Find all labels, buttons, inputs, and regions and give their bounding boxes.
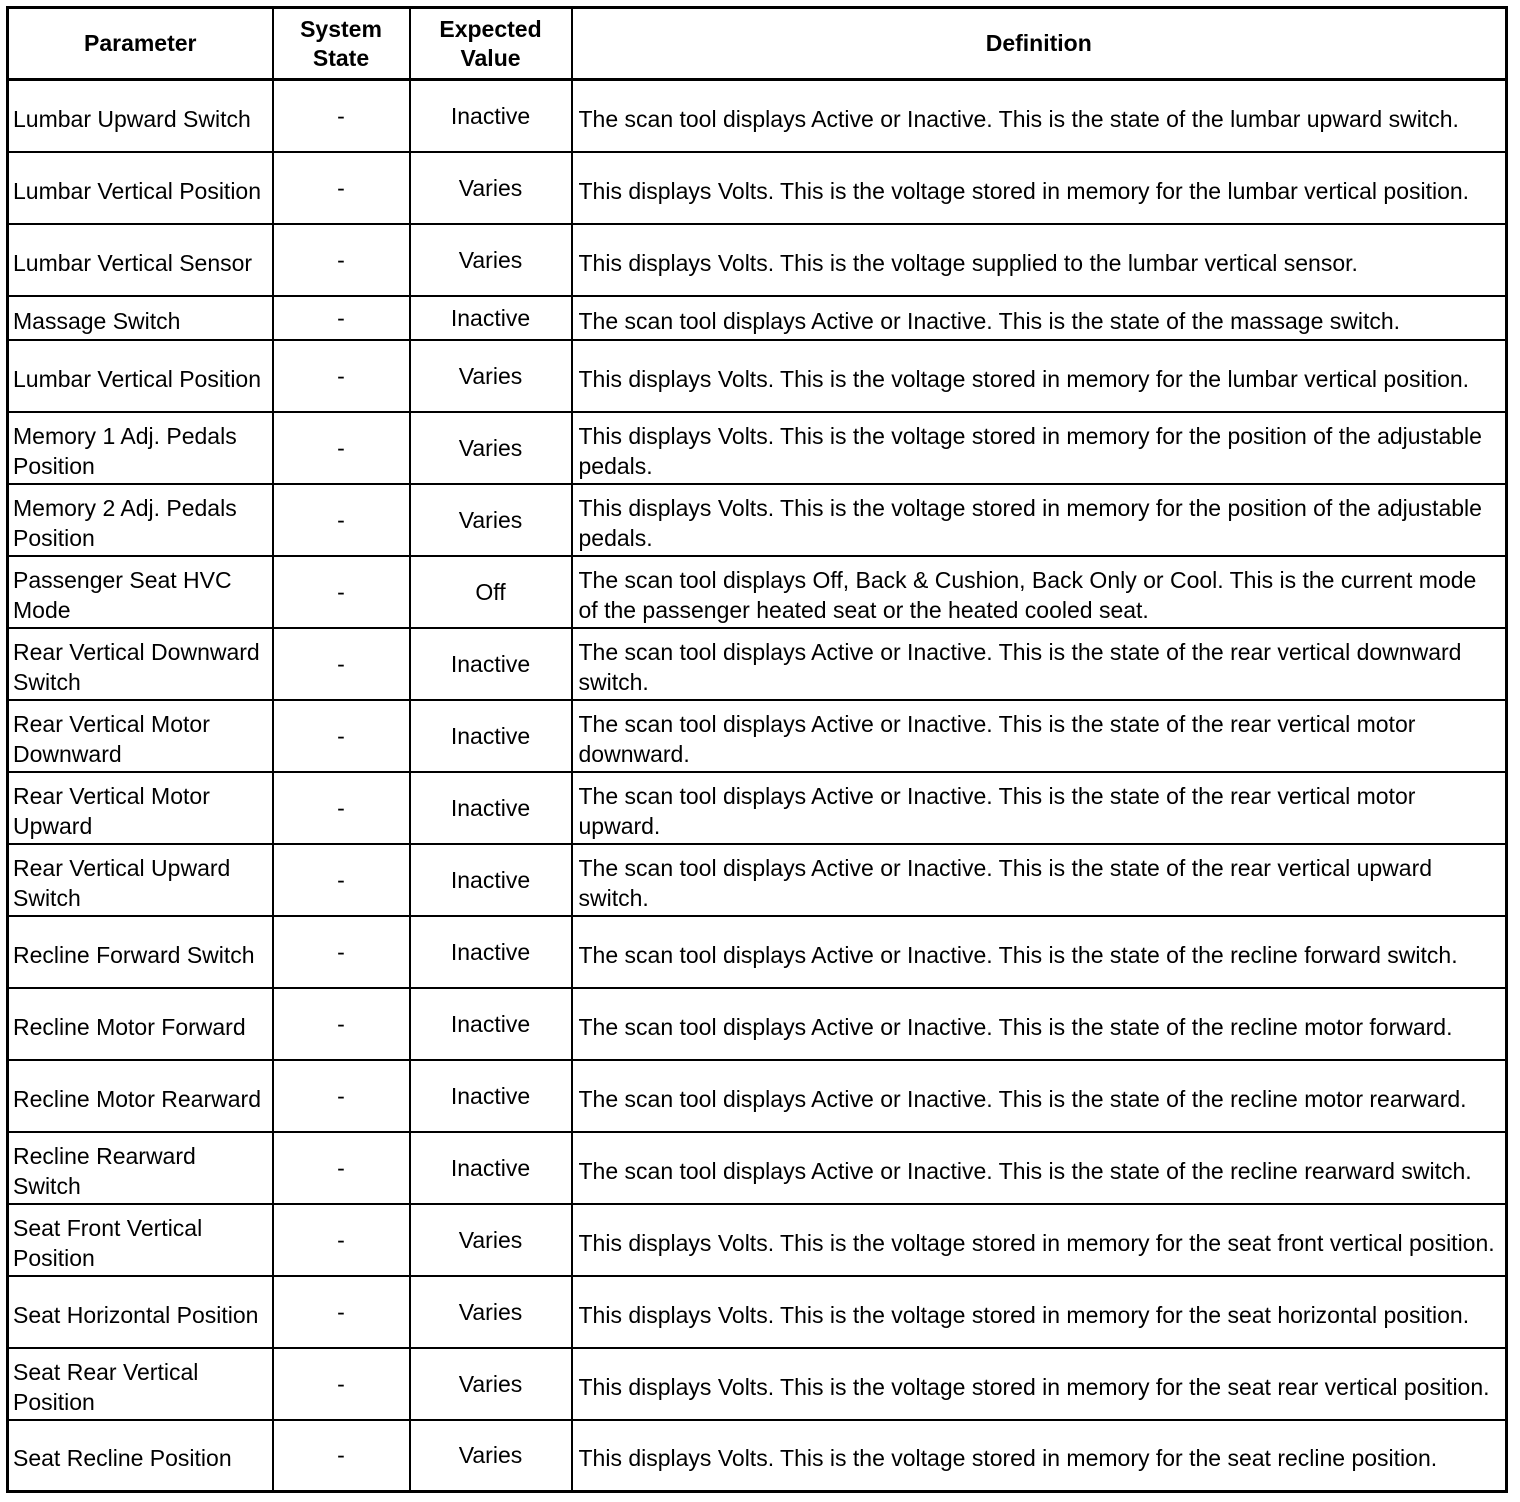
cell-expected-value: Varies (410, 1276, 572, 1348)
cell-expected-value: Varies (410, 1420, 572, 1492)
cell-system-state: - (273, 1420, 410, 1492)
table-row (8, 772, 1507, 844)
cell-expected-value: Varies (410, 484, 572, 556)
cell-parameter: Seat Front Vertical Position (8, 1204, 273, 1276)
cell-definition: The scan tool displays Off, Back & Cushion, Back Only or Cool. This is the current mode of the passenger heated seat or the heated cooled seat. (572, 556, 1507, 628)
cell-definition: The scan tool displays Active or Inactive. This is the state of the lumbar upward switch. (572, 80, 1507, 152)
header-expected-value (410, 8, 572, 80)
cell-parameter: Passenger Seat HVC Mode (8, 556, 273, 628)
cell-definition: The scan tool displays Active or Inactive. This is the state of the rear vertical motor upward. (572, 772, 1507, 844)
cell-system-state: - (273, 1060, 410, 1132)
table-row (8, 916, 1507, 988)
cell-definition: The scan tool displays Active or Inactive. This is the state of the recline forward switch. (572, 916, 1507, 988)
cell-system-state: - (273, 1348, 410, 1420)
cell-definition: This displays Volts. This is the voltage stored in memory for the position of the adjustable pedals. (572, 484, 1507, 556)
header-expected-value-label: Expected Value (439, 15, 542, 71)
cell-definition: The scan tool displays Active or Inactive. This is the state of the recline rearward switch. (572, 1132, 1507, 1204)
table-row (8, 340, 1507, 412)
cell-definition: This displays Volts. This is the voltage stored in memory for the seat horizontal position. (572, 1276, 1507, 1348)
cell-system-state: - (273, 628, 410, 700)
cell-expected-value: Varies (410, 340, 572, 412)
cell-parameter: Memory 1 Adj. Pedals Position (8, 412, 273, 484)
cell-definition: This displays Volts. This is the voltage stored in memory for the lumbar vertical position. (572, 340, 1507, 412)
cell-definition: The scan tool displays Active or Inactive. This is the state of the rear vertical motor downward. (572, 700, 1507, 772)
table-row (8, 628, 1507, 700)
cell-definition: This displays Volts. This is the voltage stored in memory for the seat front vertical position. (572, 1204, 1507, 1276)
cell-expected-value: Inactive (410, 988, 572, 1060)
table-row (8, 296, 1507, 340)
parameter-table (6, 6, 1508, 1493)
cell-parameter: Seat Recline Position (8, 1420, 273, 1492)
cell-system-state: - (273, 152, 410, 224)
cell-system-state: - (273, 484, 410, 556)
header-parameter: Parameter (8, 8, 273, 80)
cell-expected-value: Varies (410, 1204, 572, 1276)
table-row (8, 556, 1507, 628)
cell-system-state: - (273, 700, 410, 772)
cell-expected-value: Varies (410, 1348, 572, 1420)
table-row (8, 700, 1507, 772)
table-row (8, 412, 1507, 484)
cell-expected-value: Varies (410, 412, 572, 484)
cell-parameter: Rear Vertical Upward Switch (8, 844, 273, 916)
table-row (8, 1204, 1507, 1276)
cell-parameter: Recline Motor Forward (8, 988, 273, 1060)
table-row (8, 1060, 1507, 1132)
cell-system-state: - (273, 1132, 410, 1204)
cell-system-state: - (273, 340, 410, 412)
table-row (8, 152, 1507, 224)
cell-definition: This displays Volts. This is the voltage stored in memory for the position of the adjustable pedals. (572, 412, 1507, 484)
cell-parameter: Lumbar Vertical Sensor (8, 224, 273, 296)
cell-expected-value: Varies (410, 224, 572, 296)
cell-system-state: - (273, 1276, 410, 1348)
cell-definition: The scan tool displays Active or Inactive. This is the state of the massage switch. (572, 296, 1507, 340)
header-row (8, 8, 1507, 80)
table-row (8, 484, 1507, 556)
table-row (8, 80, 1507, 152)
cell-parameter: Lumbar Vertical Position (8, 340, 273, 412)
table-row (8, 1420, 1507, 1492)
cell-definition: The scan tool displays Active or Inactive. This is the state of the rear vertical upward switch. (572, 844, 1507, 916)
cell-expected-value: Inactive (410, 80, 572, 152)
cell-system-state: - (273, 844, 410, 916)
cell-definition: This displays Volts. This is the voltage supplied to the lumbar vertical sensor. (572, 224, 1507, 296)
cell-system-state: - (273, 556, 410, 628)
cell-parameter: Lumbar Vertical Position (8, 152, 273, 224)
cell-definition: This displays Volts. This is the voltage stored in memory for the lumbar vertical position. (572, 152, 1507, 224)
cell-parameter: Rear Vertical Downward Switch (8, 628, 273, 700)
cell-system-state: - (273, 412, 410, 484)
table-body (8, 80, 1507, 1492)
cell-parameter: Recline Rearward Switch (8, 1132, 273, 1204)
cell-expected-value: Inactive (410, 772, 572, 844)
table-row (8, 844, 1507, 916)
header-definition: Definition (572, 8, 1507, 80)
cell-definition: This displays Volts. This is the voltage stored in memory for the seat recline position. (572, 1420, 1507, 1492)
cell-parameter: Memory 2 Adj. Pedals Position (8, 484, 273, 556)
cell-definition: The scan tool displays Active or Inactive. This is the state of the recline motor forward. (572, 988, 1507, 1060)
cell-expected-value: Inactive (410, 844, 572, 916)
cell-parameter: Rear Vertical Motor Downward (8, 700, 273, 772)
cell-expected-value: Varies (410, 152, 572, 224)
table-row (8, 1276, 1507, 1348)
cell-system-state: - (273, 224, 410, 296)
cell-expected-value: Inactive (410, 1132, 572, 1204)
cell-expected-value: Inactive (410, 296, 572, 340)
cell-system-state: - (273, 1204, 410, 1276)
table-row (8, 1348, 1507, 1420)
table-row (8, 988, 1507, 1060)
header-system-state-label: System State (300, 15, 382, 71)
table-row (8, 224, 1507, 296)
cell-parameter: Seat Horizontal Position (8, 1276, 273, 1348)
cell-system-state: - (273, 296, 410, 340)
table-row (8, 1132, 1507, 1204)
cell-parameter: Recline Motor Rearward (8, 1060, 273, 1132)
cell-system-state: - (273, 80, 410, 152)
table-header (8, 8, 1507, 80)
cell-expected-value: Inactive (410, 1060, 572, 1132)
cell-definition: The scan tool displays Active or Inactive. This is the state of the recline motor rearward. (572, 1060, 1507, 1132)
cell-parameter: Massage Switch (8, 296, 273, 340)
cell-parameter: Recline Forward Switch (8, 916, 273, 988)
cell-expected-value: Inactive (410, 700, 572, 772)
cell-expected-value: Inactive (410, 916, 572, 988)
cell-parameter: Lumbar Upward Switch (8, 80, 273, 152)
cell-parameter: Seat Rear Vertical Position (8, 1348, 273, 1420)
cell-expected-value: Off (410, 556, 572, 628)
cell-expected-value: Inactive (410, 628, 572, 700)
cell-parameter: Rear Vertical Motor Upward (8, 772, 273, 844)
header-system-state (273, 8, 410, 80)
cell-system-state: - (273, 988, 410, 1060)
cell-system-state: - (273, 916, 410, 988)
cell-definition: The scan tool displays Active or Inactive. This is the state of the rear vertical downward switch. (572, 628, 1507, 700)
cell-system-state: - (273, 772, 410, 844)
cell-definition: This displays Volts. This is the voltage stored in memory for the seat rear vertical position. (572, 1348, 1507, 1420)
